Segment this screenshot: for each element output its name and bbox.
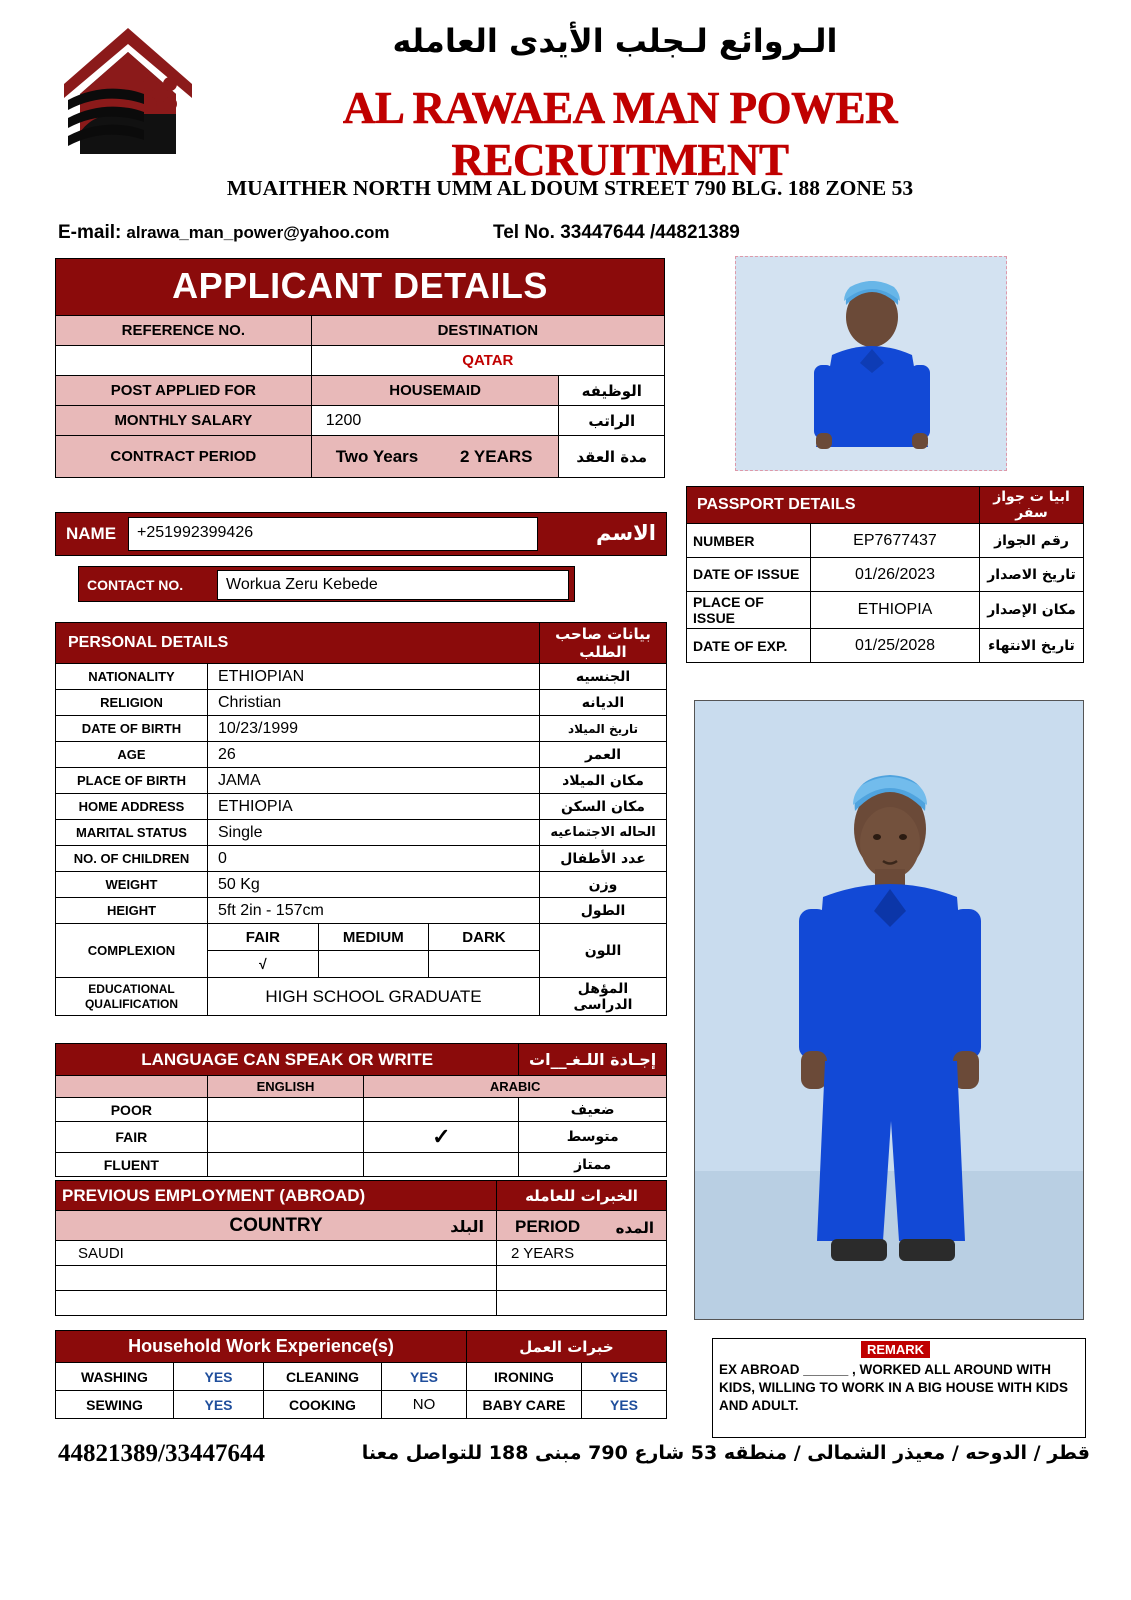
household-value-babycare[interactable]: YES (582, 1391, 667, 1419)
table-row (56, 820, 667, 846)
passport-issue-label: DATE OF ISSUE (687, 558, 811, 592)
table-row (56, 846, 667, 872)
table-row (56, 346, 665, 376)
table-row (56, 376, 665, 406)
previous-employment-header-arabic: الخبرات للعامله (497, 1181, 667, 1211)
household-label-cooking: COOKING (264, 1391, 382, 1419)
post-applied-label: POST APPLIED FOR (56, 376, 312, 406)
country-col-arabic: البلد (450, 1217, 484, 1236)
language-level-fluent-arabic: ممتاز (519, 1153, 667, 1177)
table-row (56, 436, 665, 478)
row-label: DATE OF BIRTH (56, 716, 208, 742)
company-name: AL RAWAEA MAN POWER RECRUITMENT (342, 83, 898, 185)
household-label-sewing: SEWING (56, 1391, 174, 1419)
email-value: alrawa_man_power@yahoo.com (126, 223, 390, 242)
table-row (56, 1122, 667, 1153)
row-label: MARITAL STATUS (56, 820, 208, 846)
language-table (55, 1043, 667, 1177)
row-arabic: مكان الميلاد (540, 768, 667, 794)
row-arabic: الحاله الاجتماعيه (540, 820, 667, 846)
monthly-salary-arabic: الراتب (559, 406, 665, 436)
language-section (55, 1043, 667, 1177)
table-row (56, 1098, 667, 1122)
household-label-ironing: IRONING (467, 1363, 582, 1391)
previous-employment-header: PREVIOUS EMPLOYMENT (ABROAD) (56, 1181, 497, 1211)
row-value[interactable]: 50 Kg (208, 872, 540, 898)
row-label: WEIGHT (56, 872, 208, 898)
reference-label: REFERENCE NO. (56, 316, 312, 346)
row-arabic: الديانه (540, 690, 667, 716)
language-subheader-row (56, 1076, 667, 1098)
table-row (56, 1241, 667, 1266)
employment-period[interactable]: 2 YEARS (497, 1241, 667, 1266)
document-header (0, 0, 1131, 252)
remark-text: EX ABROAD ______ , WORKED ALL AROUND WITH KIDS, WILLING TO WORK IN A BIG HOUSE WITH KIDS AND ADULT. (719, 1362, 1068, 1414)
language-col-arabic: ARABIC (364, 1076, 667, 1098)
passport-details-table (686, 486, 1084, 663)
applicant-details-table (55, 315, 665, 478)
row-value[interactable]: ETHIOPIA (208, 794, 540, 820)
name-label: NAME (66, 524, 117, 543)
table-row (56, 872, 667, 898)
personal-details-table (55, 622, 667, 1016)
personal-details-header-arabic: بيانات صاحب الطلب (540, 623, 667, 664)
contact-input[interactable]: Workua Zeru Kebede (217, 570, 569, 600)
language-blank-corner (56, 1076, 208, 1098)
destination-label: DESTINATION (311, 316, 664, 346)
complexion-options-cell (208, 924, 540, 951)
row-label: HEIGHT (56, 898, 208, 924)
passport-place-value[interactable]: ETHIOPIA (811, 592, 980, 629)
passport-number-value[interactable]: EP7677437 (811, 524, 980, 558)
complexion-option-fair[interactable]: FAIR (208, 924, 318, 950)
applicant-details-title: APPLICANT DETAILS (55, 258, 665, 315)
footer-phones: 44821389/33447644 (58, 1440, 265, 1467)
complexion-check-medium[interactable] (318, 951, 428, 977)
table-row (56, 1363, 667, 1391)
name-arabic-label: الاسم (596, 521, 656, 545)
passport-expiry-arabic: تاريخ الانتهاء (980, 629, 1084, 663)
complexion-option-dark[interactable]: DARK (462, 928, 506, 946)
household-value-cooking[interactable]: NO (382, 1391, 467, 1419)
row-value[interactable]: Single (208, 820, 540, 846)
footer-arabic-address: قطر / الدوحه / معيذر الشمالى / منطقه 53 شارع 790 مبنى 188 للتواصل معنا (361, 1442, 1090, 1464)
row-arabic: عدد الأطفال (540, 846, 667, 872)
language-english-fluent[interactable] (207, 1153, 364, 1177)
table-row (687, 524, 1084, 558)
employment-country[interactable] (56, 1291, 497, 1316)
language-level-fair: FAIR (56, 1122, 208, 1153)
company-address: MUAITHER NORTH UMM AL DOUM STREET 790 BLG. 188 ZONE 53 (226, 176, 914, 200)
table-row (56, 664, 667, 690)
contract-period-arabic: مدة العقد (559, 436, 665, 478)
row-value[interactable]: 10/23/1999 (208, 716, 540, 742)
table-row (56, 794, 667, 820)
email-label: E-mail: (58, 222, 122, 243)
household-header-arabic: خبرات العمل (467, 1331, 667, 1363)
education-value[interactable]: HIGH SCHOOL GRADUATE (208, 978, 540, 1016)
row-value[interactable]: 26 (208, 742, 540, 768)
employment-country[interactable]: SAUDI (56, 1241, 497, 1266)
previous-employment-table (55, 1180, 667, 1316)
household-value-sewing[interactable]: YES (174, 1391, 264, 1419)
destination-value[interactable]: QATAR (311, 346, 664, 376)
contract-period-label: CONTRACT PERIOD (56, 436, 312, 478)
table-row (687, 558, 1084, 592)
contact-label: CONTACT NO. (87, 577, 184, 593)
row-value[interactable]: JAMA (208, 768, 540, 794)
table-row (56, 742, 667, 768)
language-col-english: ENGLISH (207, 1076, 364, 1098)
contract-period-value-alt[interactable]: 2 YEARS (460, 447, 533, 466)
applicant-photo-fullbody (694, 700, 1084, 1320)
household-value-cleaning[interactable]: YES (382, 1363, 467, 1391)
passport-header-arabic: ابيا ت جواز سفر (980, 487, 1084, 524)
table-row (208, 951, 539, 977)
reference-value[interactable] (56, 346, 312, 376)
complexion-row (56, 924, 667, 951)
passport-number-label: NUMBER (687, 524, 811, 558)
remark-box (712, 1338, 1086, 1438)
passport-expiry-label: DATE OF EXP. (687, 629, 811, 663)
passport-number-arabic: رقم الجواز (980, 524, 1084, 558)
personal-details-section (55, 622, 667, 1016)
language-header: LANGUAGE CAN SPEAK OR WRITE (56, 1044, 519, 1076)
household-header: Household Work Experience(s) (56, 1331, 467, 1363)
monthly-salary-value[interactable]: 1200 (311, 406, 559, 436)
previous-employment-subheader-row (56, 1211, 667, 1241)
monthly-salary-label: MONTHLY SALARY (56, 406, 312, 436)
portrait-photo-graphic (736, 257, 1007, 471)
passport-place-label: PLACE OF ISSUE (687, 592, 811, 629)
personal-details-header: PERSONAL DETAILS (56, 623, 540, 664)
row-arabic: الطول (540, 898, 667, 924)
fullbody-photo-graphic (695, 701, 1084, 1320)
language-header-row (56, 1044, 667, 1076)
telephone-value: Tel No. 33447644 /44821389 (493, 222, 740, 243)
table-row (56, 1291, 667, 1316)
country-col-label: COUNTRY (229, 1214, 323, 1236)
row-value[interactable]: 5ft 2in - 157cm (208, 898, 540, 924)
contract-period-value[interactable]: Two Years (335, 447, 419, 466)
company-arabic-title: الـروائع لـجلب الأيدى العامله (392, 22, 838, 60)
post-applied-value[interactable]: HOUSEMAID (311, 376, 559, 406)
table-row (56, 1153, 667, 1177)
complexion-check-cell (208, 951, 540, 978)
employment-period[interactable] (497, 1291, 667, 1316)
passport-issue-arabic: تاريخ الاصدار (980, 558, 1084, 592)
table-row (208, 924, 539, 950)
employment-country[interactable] (56, 1266, 497, 1291)
household-value-ironing[interactable]: YES (582, 1363, 667, 1391)
remark-tag: REMARK (861, 1341, 930, 1358)
row-arabic: العمر (540, 742, 667, 768)
household-experience-section (55, 1330, 667, 1419)
period-col-label: PERIOD (515, 1217, 581, 1236)
row-label: RELIGION (56, 690, 208, 716)
language-level-poor-arabic: ضعيف (519, 1098, 667, 1122)
language-arabic-poor[interactable] (364, 1098, 519, 1122)
personal-details-header-row (56, 623, 667, 664)
passport-header: PASSPORT DETAILS (687, 487, 980, 524)
passport-details-section (686, 486, 1084, 663)
language-level-fluent: FLUENT (56, 1153, 208, 1177)
contact-field-row (78, 566, 575, 602)
complexion-label: COMPLEXION (56, 924, 208, 978)
row-label: NATIONALITY (56, 664, 208, 690)
complexion-check-dark[interactable] (428, 951, 539, 977)
row-arabic: الجنسيه (540, 664, 667, 690)
complexion-arabic: اللون (540, 924, 667, 978)
language-arabic-fluent[interactable] (364, 1153, 519, 1177)
passport-issue-value[interactable]: 01/26/2023 (811, 558, 980, 592)
previous-employment-header-row (56, 1181, 667, 1211)
company-logo-icon (58, 22, 198, 162)
post-applied-arabic: الوظيفه (559, 376, 665, 406)
table-row (56, 1266, 667, 1291)
education-arabic: المؤهل الدراسى (540, 978, 667, 1016)
language-arabic-fair[interactable]: ✓ (364, 1122, 519, 1153)
row-arabic: وزن (540, 872, 667, 898)
complexion-check-fair[interactable]: √ (208, 951, 318, 977)
row-value[interactable]: ETHIOPIAN (208, 664, 540, 690)
applicant-photo-portrait (735, 256, 1007, 471)
household-label-babycare: BABY CARE (467, 1391, 582, 1419)
country-col-cell (56, 1211, 497, 1241)
language-english-poor[interactable] (207, 1098, 364, 1122)
row-label: PLACE OF BIRTH (56, 768, 208, 794)
table-row (56, 716, 667, 742)
period-col-arabic: المده (615, 1219, 654, 1237)
period-col-cell (497, 1211, 667, 1241)
contract-period-value-cell (311, 436, 559, 478)
language-english-fair[interactable] (207, 1122, 364, 1153)
passport-place-arabic: مكان الإصدار (980, 592, 1084, 629)
table-row (687, 592, 1084, 629)
row-value[interactable]: Christian (208, 690, 540, 716)
language-header-arabic: إجـادة اللـغـ__ات (519, 1044, 667, 1076)
complexion-check-table (208, 951, 539, 977)
passport-header-row (687, 487, 1084, 524)
name-field-row (55, 512, 667, 556)
education-label: EDUCATIONAL QUALIFICATION (56, 978, 208, 1016)
household-header-row (56, 1331, 667, 1363)
language-level-poor: POOR (56, 1098, 208, 1122)
table-row (56, 768, 667, 794)
table-row (56, 406, 665, 436)
passport-expiry-value[interactable]: 01/25/2028 (811, 629, 980, 663)
table-row (56, 690, 667, 716)
row-label: AGE (56, 742, 208, 768)
household-value-washing[interactable]: YES (174, 1363, 264, 1391)
name-input[interactable]: +251992399426 (128, 517, 538, 551)
household-label-cleaning: CLEANING (264, 1363, 382, 1391)
household-label-washing: WASHING (56, 1363, 174, 1391)
language-level-fair-arabic: متوسط (519, 1122, 667, 1153)
row-label: NO. OF CHILDREN (56, 846, 208, 872)
applicant-details-section (55, 258, 665, 478)
row-label: HOME ADDRESS (56, 794, 208, 820)
table-row (687, 629, 1084, 663)
row-arabic: مكان السكن (540, 794, 667, 820)
table-row (56, 898, 667, 924)
household-experience-table (55, 1330, 667, 1419)
employment-period[interactable] (497, 1266, 667, 1291)
email-block (58, 222, 390, 244)
previous-employment-section (55, 1180, 667, 1316)
complexion-option-medium[interactable]: MEDIUM (318, 924, 428, 950)
row-value[interactable]: 0 (208, 846, 540, 872)
complexion-table (208, 924, 539, 950)
education-row (56, 978, 667, 1016)
table-row (56, 316, 665, 346)
table-row (56, 1391, 667, 1419)
row-arabic: تاريخ الميلاد (540, 716, 667, 742)
